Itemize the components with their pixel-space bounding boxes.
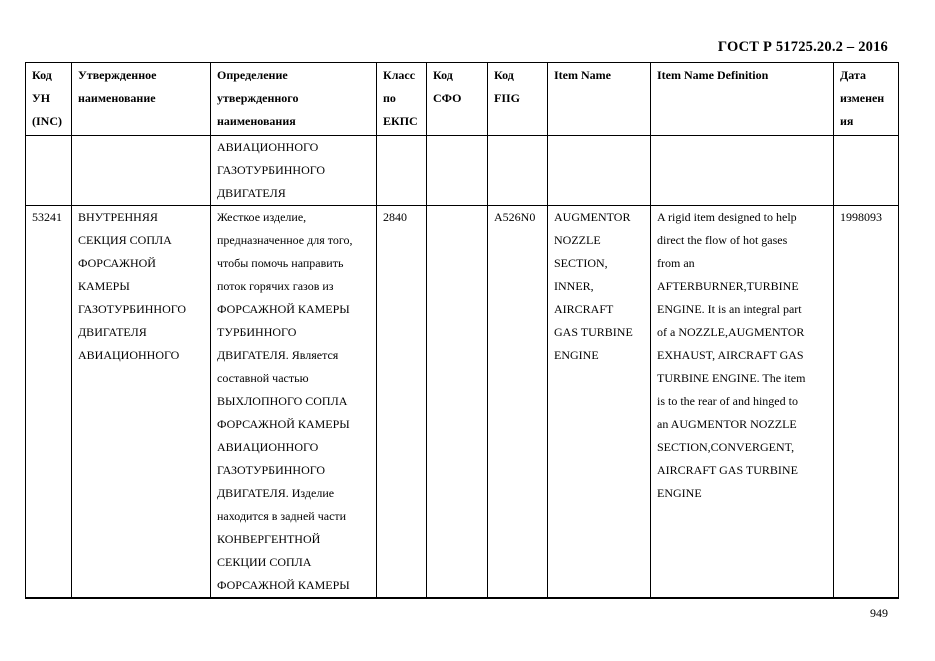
document-header: ГОСТ Р 51725.20.2 – 2016 — [717, 39, 888, 55]
header-class: Класс по ЕКПС — [377, 63, 427, 136]
table-header-row — [26, 63, 899, 136]
cell-item-name — [548, 136, 651, 206]
cell-inc: 53241 — [26, 206, 72, 599]
header-definition: Определение утвержденного наименования — [211, 63, 377, 136]
header-sfo: Код СФО — [427, 63, 488, 136]
header-date: Дата изменен ия — [834, 63, 899, 136]
table-row — [26, 206, 899, 599]
cell-approved-name: ВНУТРЕННЯЯ СЕКЦИЯ СОПЛА ФОРСАЖНОЙ КАМЕРЫ ГАЗОТУРБИННОГО ДВИГАТЕЛЯ АВИАЦИОННОГО — [72, 206, 211, 599]
cell-inc — [26, 136, 72, 206]
header-item-name-definition: Item Name Definition — [651, 63, 834, 136]
cell-sfo — [427, 136, 488, 206]
cell-item-name-definition: A rigid item designed to help direct the flow of hot gases from an AFTERBURNER,TURBINE ENGINE. It is an integral part of a NOZZLE,AUGMENTOR EXHAUST, AIRCRAFT GAS TURBINE ENGINE. The item is to the rear of and hinged to an AUGMENTOR NOZZLE SECTION,CONVERGENT, AIRCRAFT GAS TURBINE ENGINE — [651, 206, 834, 599]
cell-approved-name — [72, 136, 211, 206]
cell-date — [834, 136, 899, 206]
header-inc: Код УН (INC) — [26, 63, 72, 136]
cell-fiig — [488, 136, 548, 206]
gost-table — [25, 62, 899, 599]
table-row — [26, 136, 899, 206]
cell-definition: АВИАЦИОННОГО ГАЗОТУРБИННОГО ДВИГАТЕЛЯ — [211, 136, 377, 206]
cell-definition: Жесткое изделие, предназначенное для того, чтобы помочь направить поток горячих газов из ФОРСАЖНОЙ КАМЕРЫ ТУРБИННОГО ДВИГАТЕЛЯ. Является составной частью ВЫХЛОПНОГО СОПЛА ФОРСАЖНОЙ КАМЕРЫ АВИАЦИОННОГО ГАЗОТУРБИННОГО ДВИГАТЕЛЯ. Изделие находится в задней части КОНВЕРГЕНТНОЙ СЕКЦИИ СОПЛА ФОРСАЖНОЙ КАМЕРЫ — [211, 206, 377, 599]
header-item-name: Item Name — [548, 63, 651, 136]
cell-item-name-definition — [651, 136, 834, 206]
page-number: 949 — [870, 606, 888, 620]
cell-fiig: A526N0 — [488, 206, 548, 599]
header-approved-name: Утвержденное наименование — [72, 63, 211, 136]
cell-sfo — [427, 206, 488, 599]
cell-class: 2840 — [377, 206, 427, 599]
cell-date: 1998093 — [834, 206, 899, 599]
cell-class — [377, 136, 427, 206]
header-fiig: Код FIIG — [488, 63, 548, 136]
cell-item-name: AUGMENTOR NOZZLE SECTION, INNER, AIRCRAFT GAS TURBINE ENGINE — [548, 206, 651, 599]
